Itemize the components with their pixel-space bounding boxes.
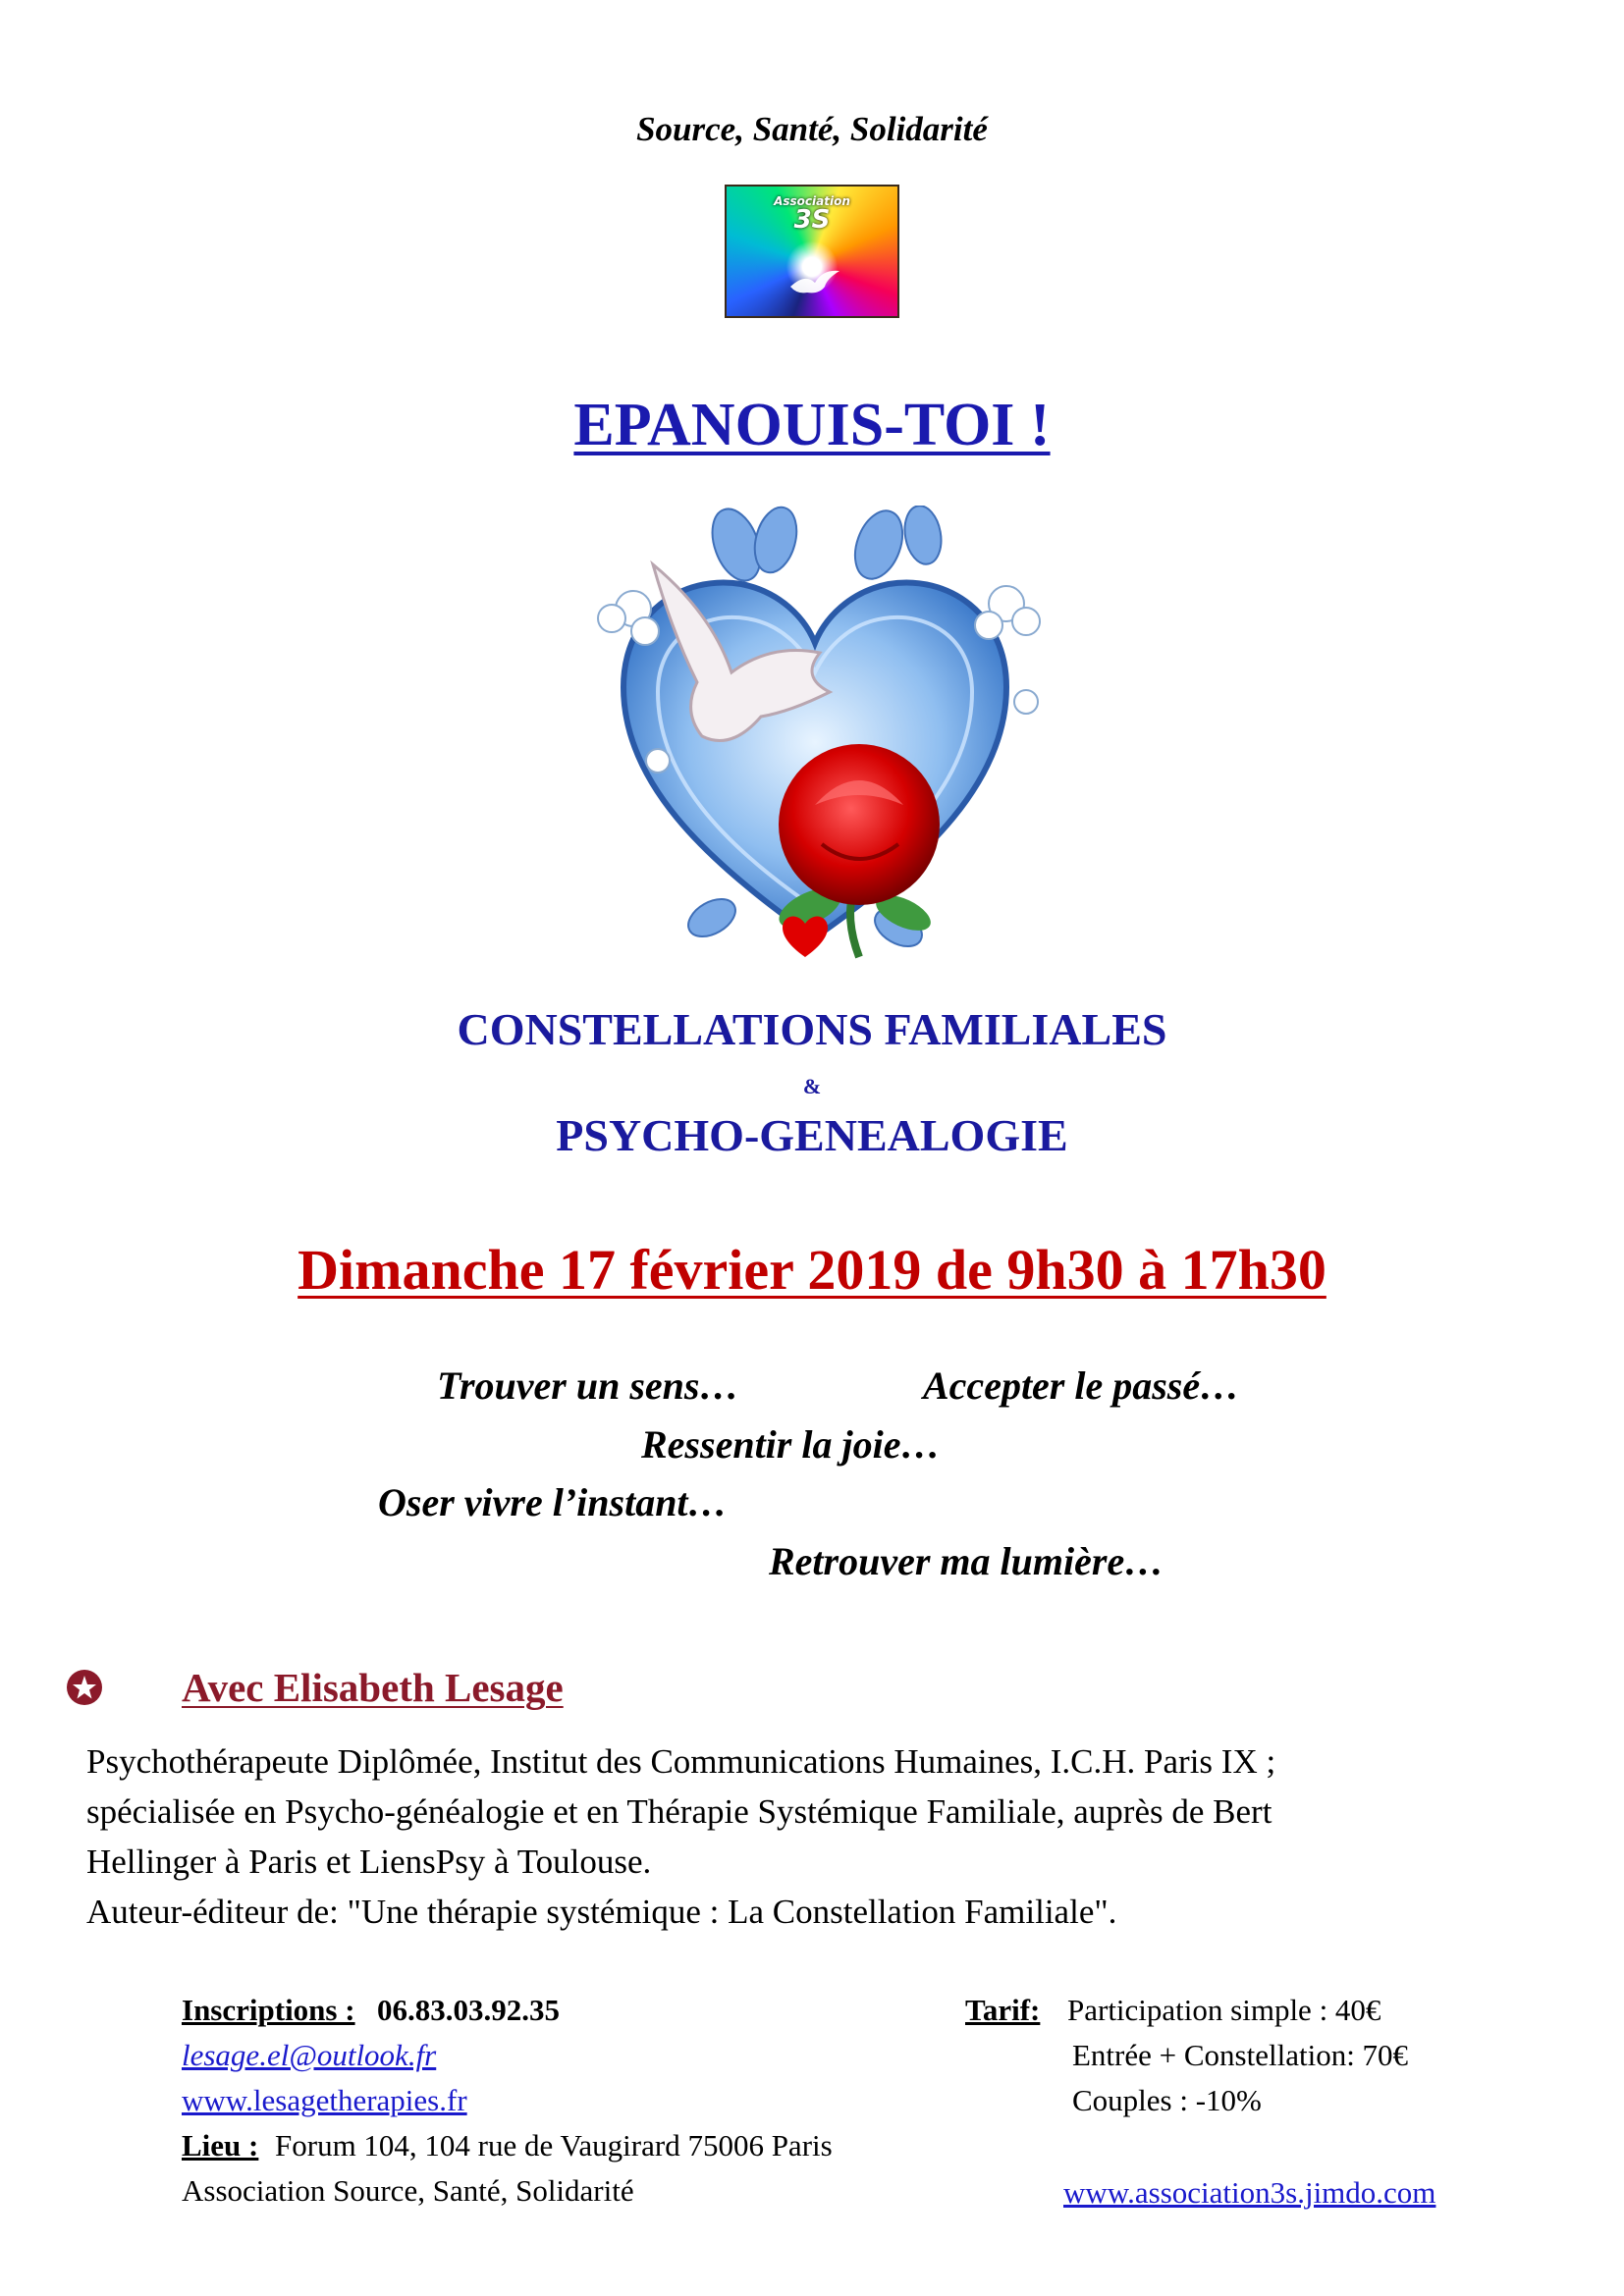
phone-number: 06.83.03.92.35 [377,1993,560,2027]
price-item: Couples : -10% [1072,2083,1262,2117]
website-link[interactable]: www.lesagetherapies.fr [182,2083,467,2117]
logo-initials: 3S [793,205,831,235]
phrase: Accepter le passé… [923,1363,1240,1408]
association-website-link[interactable]: www.association3s.jimdo.com [1063,2175,1436,2210]
heart-dove-rose-illustration [565,506,1065,972]
facilitator-heading: Avec Elisabeth Lesage [182,1665,564,1710]
association-logo [725,185,899,318]
facilitator-bio-line: Auteur-éditeur de: "Une thérapie systémique : La Constellation Familiale". [86,1893,1117,1931]
phrase: Retrouver ma lumière… [769,1539,1164,1583]
logo-word: Association [774,194,850,208]
dove-icon [785,265,844,304]
email-link[interactable]: lesage.el@outlook.fr [182,2038,437,2072]
event-date: Dimanche 17 février 2019 de 9h30 à 17h30 [298,1238,1326,1302]
association-name: Association Source, Santé, Solidarité [182,2173,634,2208]
main-title: EPANOUIS-TOI ! [573,392,1051,458]
phrase: Trouver un sens… [437,1363,739,1408]
location-address: Forum 104, 104 rue de Vaugirard 75006 Paris [275,2128,833,2163]
phrase: Ressentir la joie… [641,1422,941,1467]
facilitator-bio-line: Psychothérapeute Diplômée, Institut des Communications Humaines, I.C.H. Paris IX ; [86,1742,1276,1781]
star-bullet-icon [66,1669,103,1706]
facilitator-bio-line: spécialisée en Psycho-généalogie et en Thérapie Systémique Familiale, auprès de Bert [86,1792,1272,1831]
pricing-label: Tarif: [965,1993,1041,2027]
subtitle-ampersand: & [802,1074,822,1098]
inscriptions-label: Inscriptions : [182,1993,355,2027]
tagline: Source, Santé, Solidarité [636,110,988,148]
location-label: Lieu : [182,2128,259,2163]
price-item: Participation simple : 40€ [1067,1993,1381,2027]
subtitle-constellations: CONSTELLATIONS FAMILIALES [457,1004,1167,1054]
phrase: Oser vivre l’instant… [378,1480,728,1524]
price-item: Entrée + Constellation: 70€ [1072,2038,1409,2072]
subtitle-psycho-genealogie: PSYCHO-GENEALOGIE [556,1110,1068,1160]
facilitator-bio-line: Hellinger à Paris et LiensPsy à Toulouse. [86,1842,652,1881]
